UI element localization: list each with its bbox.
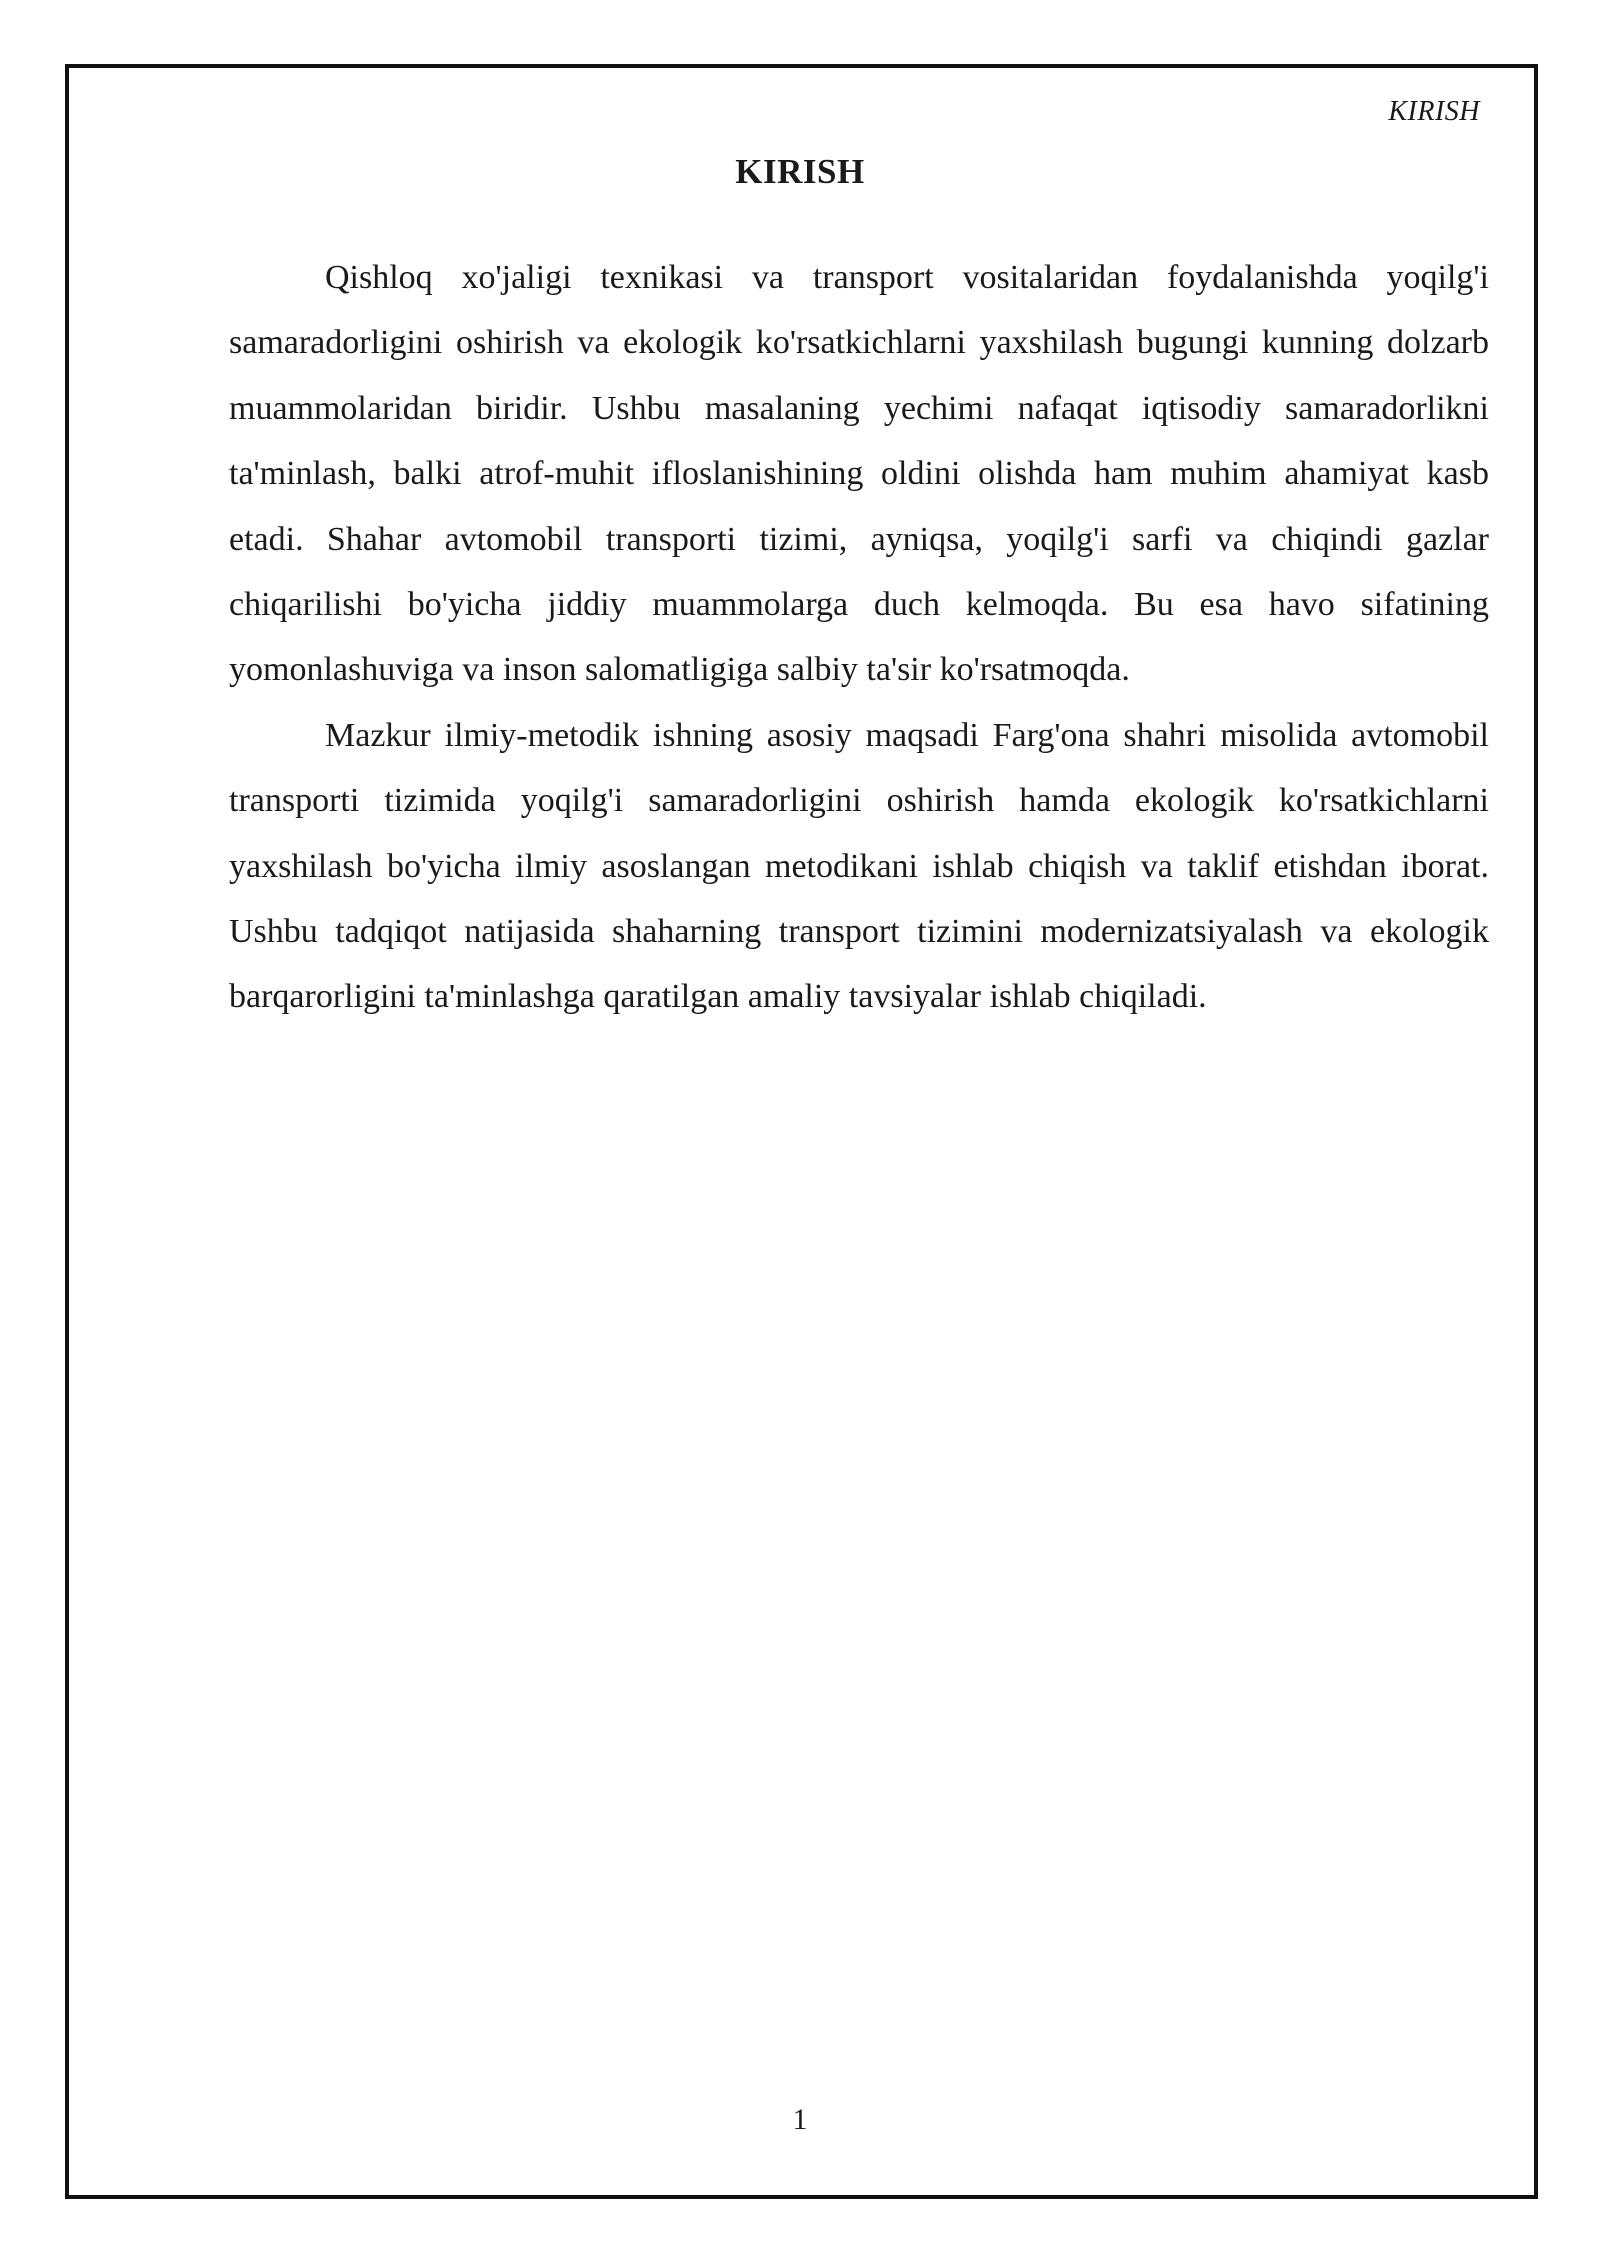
paragraph-1: Qishloq xo'jaligi texnikasi va transport vositalaridan foydalanishda yoqilg'i samaradorligini oshirish va ekologik ko'rsatkichlarni yaxshilash bugungi kunning dolzarb muammolaridan biridir. Ushbu masalaning yechimi nafaqat iqtisodiy samaradorlikni ta'minlash, balki atrof-muhit ifloslanishining oldini olishda ham muhim ahamiyat kasb etadi. Shahar avtomobil transporti tizimi, ayniqsa, yoqilg'i sarfi va chiqindi gazlar chiqarilishi bo'yicha jiddiy muammolarga duch kelmoqda. Bu esa havo sifatining yomonlashuviga va inson salomatligiga salbiy ta'sir ko'rsatmoqda. — [229, 259, 1489, 689]
body-text — [229, 245, 1489, 1030]
page-title: KIRISH — [735, 152, 865, 191]
paragraph-2: Mazkur ilmiy-metodik ishning asosiy maqsadi Farg'ona shahri misolida avtomobil transporti tizimida yoqilg'i samaradorligini oshirish hamda ekologik ko'rsatkichlarni yaxshilash bo'yicha ilmiy asoslangan metodikani ishlab chiqish va taklif etishdan iborat. Ushbu tadqiqot natijasida shaharning transport tizimini modernizatsiyalash va ekologik barqarorligini ta'minlashga qaratilgan amaliy tavsiyalar ishlab chiqiladi. — [229, 716, 1489, 1016]
running-header: KIRISH — [1388, 96, 1480, 127]
page-number: 1 — [792, 2103, 808, 2136]
